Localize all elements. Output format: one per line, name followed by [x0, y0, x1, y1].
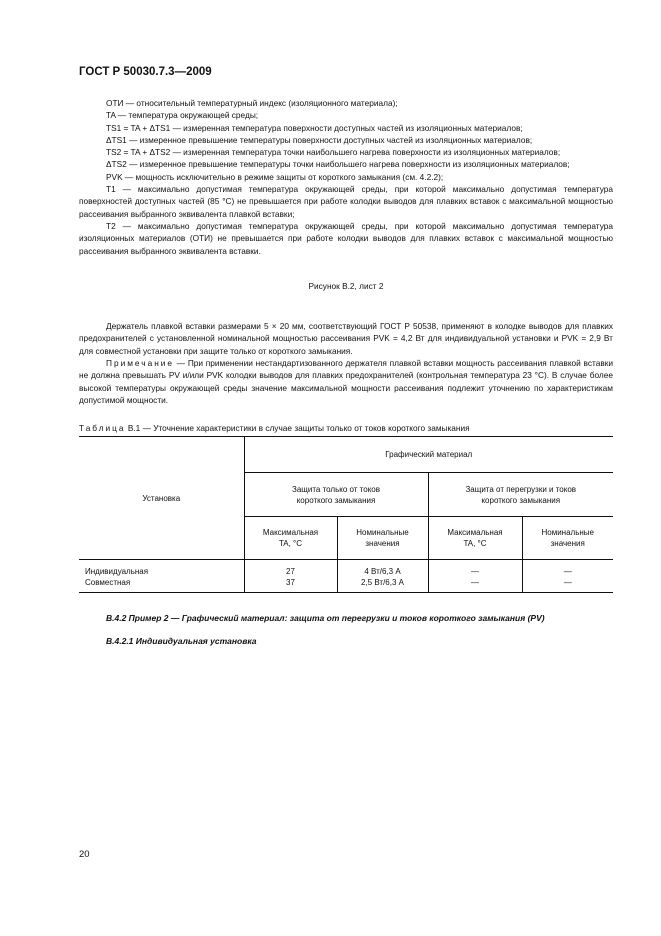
header-group-overload: Защита от перегрузки и токов короткого замыкания — [428, 473, 613, 517]
table-row — [79, 577, 613, 593]
header-installation: Установка — [79, 437, 244, 560]
definition-item: PVK — мощность исключительно в режиме защиты от короткого замыкания (см. 4.2.2); — [106, 171, 444, 182]
definition-item: TS1 = TA + ΔTS1 — измеренная температура поверхности доступных частей из изоляционных материалов; — [106, 122, 523, 133]
header-max-label: Максимальная — [262, 528, 319, 537]
header-nominal: Номинальные значения — [337, 517, 428, 560]
cell-nom2: — — [522, 560, 613, 578]
cell-max1: 37 — [244, 577, 337, 593]
section-heading-text: В.4.2 Пример 2 — Графический материал: защита от перегрузки и токов короткого замыкания (PV) — [106, 613, 545, 623]
cell-max1: 27 — [244, 560, 337, 578]
header-max-unit: TA, °С — [278, 539, 303, 548]
definition-item: ΔTS2 — измеренное превышение температуры точки наибольшего нагрева поверхности из изоляционных материалов; — [106, 159, 570, 170]
cell-nom2: — — [522, 577, 613, 593]
header-max-temp — [244, 517, 337, 560]
definition-item: T2 — максимально допустимая температура окружающей среды, при которой максимально допустимая температура изоляционных материалов (ОТИ) не превышается при работе колодки выводов для плавких вставок с максимальной мощностью рассеивания выбранного эквивалента вставки. — [79, 220, 613, 256]
header-max-unit: TA, °С — [463, 539, 487, 548]
definition-item: ΔTS1 — измеренное превышение температуры поверхности доступных частей из изоляционных материалов; — [106, 134, 533, 145]
note-label: Примечание — [106, 358, 175, 368]
paragraph-text: Держатель плавкой вставки размерами 5 × 20 мм, соответствующий ГОСТ Р 50538, применяют в колодке выводов для плавких предохранителей с установленной номинальной мощностью рассеивания PVK = 4,2 Вт для индивидуальной установки и PVK = 2,9 Вт для совместной установки при защите только от короткого замыкания. — [79, 321, 613, 356]
figure-caption: Рисунок В.2, лист 2 — [308, 281, 384, 291]
cell-max2: — — [428, 560, 522, 578]
cell-nom1: 4 Вт/6,3 А — [337, 560, 428, 578]
cell-installation: Совместная — [79, 577, 244, 593]
header-group-short-circuit: Защита только от токов короткого замыкания — [244, 473, 428, 517]
note-text: — При применении нестандартизованного держателя плавкой вставки мощность рассеивания плавкой вставки не должна превышать PV и/или PVK колодки выводов для плавких предохранителей (контрольная температура 23 °С). В случае более высокой температуры окружающей среды значение максимальной мощности рассеивания подлежит уточнению по характеристикам допустимой мощности. — [79, 358, 613, 405]
header-graphic-material: Графический материал — [244, 437, 613, 473]
subsection-heading: В.4.2.1 Индивидуальная установка — [106, 636, 257, 646]
cell-max2: — — [428, 577, 522, 593]
definition-item: T1 — максимально допустимая температура окружающей среды, при которой максимально допустимая температура поверхностей доступных частей (85 °С) не превышается при работе колодки выводов для плавких вставок с максимальной мощностью рассеивания выбранного эквивалента плавкой вставки; — [79, 184, 613, 219]
header-nominal: Номинальные значения — [522, 517, 613, 560]
header-max-label: Максимальная — [447, 528, 503, 537]
cell-installation: Индивидуальная — [79, 560, 244, 578]
table-caption-text: В.1 — Уточнение характеристики в случае защиты только от токов короткого замыкания — [125, 423, 470, 433]
data-table — [79, 436, 613, 593]
header-max-temp — [428, 517, 522, 560]
definitions-list — [79, 97, 613, 257]
definition-item: ОТИ — относительный температурный индекс (изоляционного материала); — [106, 98, 398, 108]
section-heading — [79, 611, 613, 625]
document-header: ГОСТ Р 50030.7.3—2009 — [79, 66, 212, 78]
page-number: 20 — [79, 849, 90, 860]
definition-item: TA — температура окружающей среды; — [106, 110, 259, 121]
table-caption-label: Таблица — [79, 423, 126, 433]
cell-nom1: 2,5 Вт/6,3 А — [337, 577, 428, 593]
definition-item: TS2 = TA + ΔTS2 — измеренная температура точки наибольшего нагрева поверхности из изоляционных материалов; — [106, 147, 561, 158]
table-caption — [79, 423, 470, 433]
note — [79, 357, 613, 406]
paragraph — [79, 320, 613, 357]
table-row — [79, 560, 613, 578]
